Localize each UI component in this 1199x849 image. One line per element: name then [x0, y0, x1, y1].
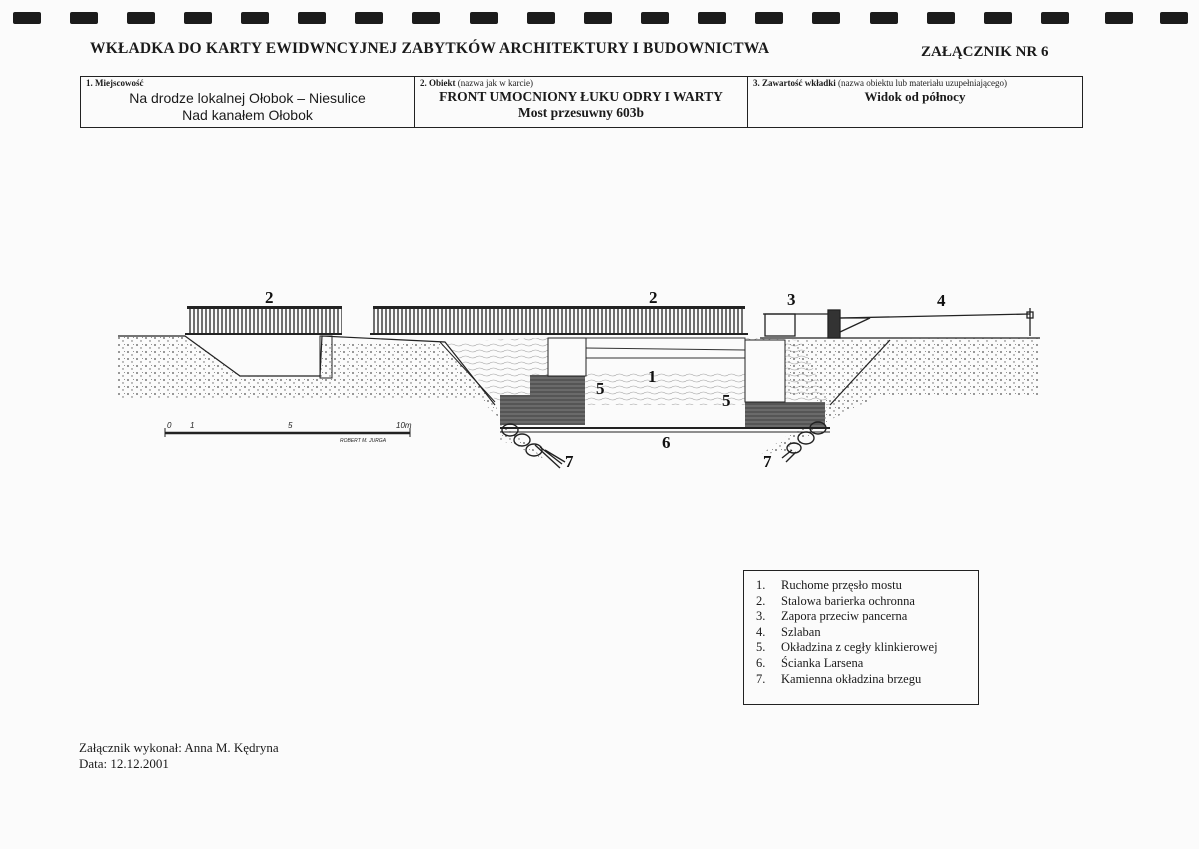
legend-item-number: 3.: [756, 609, 766, 624]
callout-2-left: 2: [265, 288, 274, 307]
callout-2-main: 2: [649, 288, 658, 307]
legend-item-text: Stalowa barierka ochronna: [781, 593, 915, 608]
callout-1: 1: [648, 367, 657, 386]
anti-tank-barrier: [763, 310, 840, 338]
footer: [79, 740, 279, 772]
legend-item-number: 6.: [756, 655, 766, 670]
draftsman-signature: ROBERT M. JURGA: [340, 438, 387, 444]
place-line1: Na drodze lokalnej Ołobok – Niesulice: [129, 90, 366, 106]
legend-item: [756, 594, 978, 610]
legend-item-text: Kamienna okładzina brzegu: [781, 671, 922, 686]
legend-item-text: Zapora przeciw pancerna: [781, 609, 908, 624]
legend-item-number: 2.: [756, 593, 766, 608]
callout-6: 6: [662, 433, 671, 452]
channel: [440, 336, 830, 432]
scale-label-10m: 10m: [396, 421, 412, 430]
legend-item-number: 4.: [756, 624, 766, 639]
callout-4: 4: [937, 291, 946, 310]
legend-item-number: 5.: [756, 640, 766, 655]
callout-7-left: 7: [565, 452, 574, 471]
scale-label-1: 1: [190, 421, 195, 430]
legend-item-text: Okładzina z cegły klinkierowej: [781, 640, 938, 655]
content-label: 3. Zawartość wkładki (nazwa obiektu lub materiału uzupełniającego): [753, 78, 1007, 88]
content-line1: Widok od północy: [864, 89, 966, 104]
place-label: 1. Miejscowość: [86, 78, 144, 88]
legend-item: [756, 672, 978, 688]
boom-gate: [840, 308, 1033, 336]
page-title: WKŁADKA DO KARTY EWIDWNCYJNEJ ZABYTKÓW ARCHITEKTURY I BUDOWNICTWA: [90, 40, 770, 57]
object-label: 2. Obiekt (nazwa jak w karcie): [420, 78, 533, 88]
legend-item: [756, 578, 978, 594]
legend-item-number: 7.: [756, 671, 766, 686]
footer-author: Załącznik wykonał: Anna M. Kędryna: [79, 740, 279, 755]
legend-item: [756, 609, 978, 625]
callout-5-left: 5: [596, 379, 605, 398]
object-line2: Most przesuwny 603b: [517, 105, 644, 120]
callout-3: 3: [787, 290, 796, 309]
legend-item-text: Ścianka Larsena: [781, 655, 864, 670]
annex-number: ZAŁĄCZNIK NR 6: [921, 44, 1049, 60]
callout-5-right: 5: [722, 391, 731, 410]
scale-label-0: 0: [167, 421, 172, 430]
scale-label-5: 5: [288, 421, 293, 430]
callout-7-right: 7: [763, 452, 772, 471]
legend-item-text: Szlaban: [781, 624, 821, 639]
legend-item-number: 1.: [756, 578, 766, 592]
legend-item: [756, 625, 978, 641]
place-line2: Nad kanałem Ołobok: [182, 107, 313, 123]
legend-item: [756, 656, 978, 672]
footer-date: Data: 12.12.2001: [79, 756, 169, 771]
object-line1: FRONT UMOCNIONY ŁUKU ODRY I WARTY: [439, 89, 723, 104]
legend-box: [743, 570, 979, 705]
legend-item-text: Ruchome przęsło mostu: [781, 578, 902, 592]
legend-item: [756, 640, 978, 656]
